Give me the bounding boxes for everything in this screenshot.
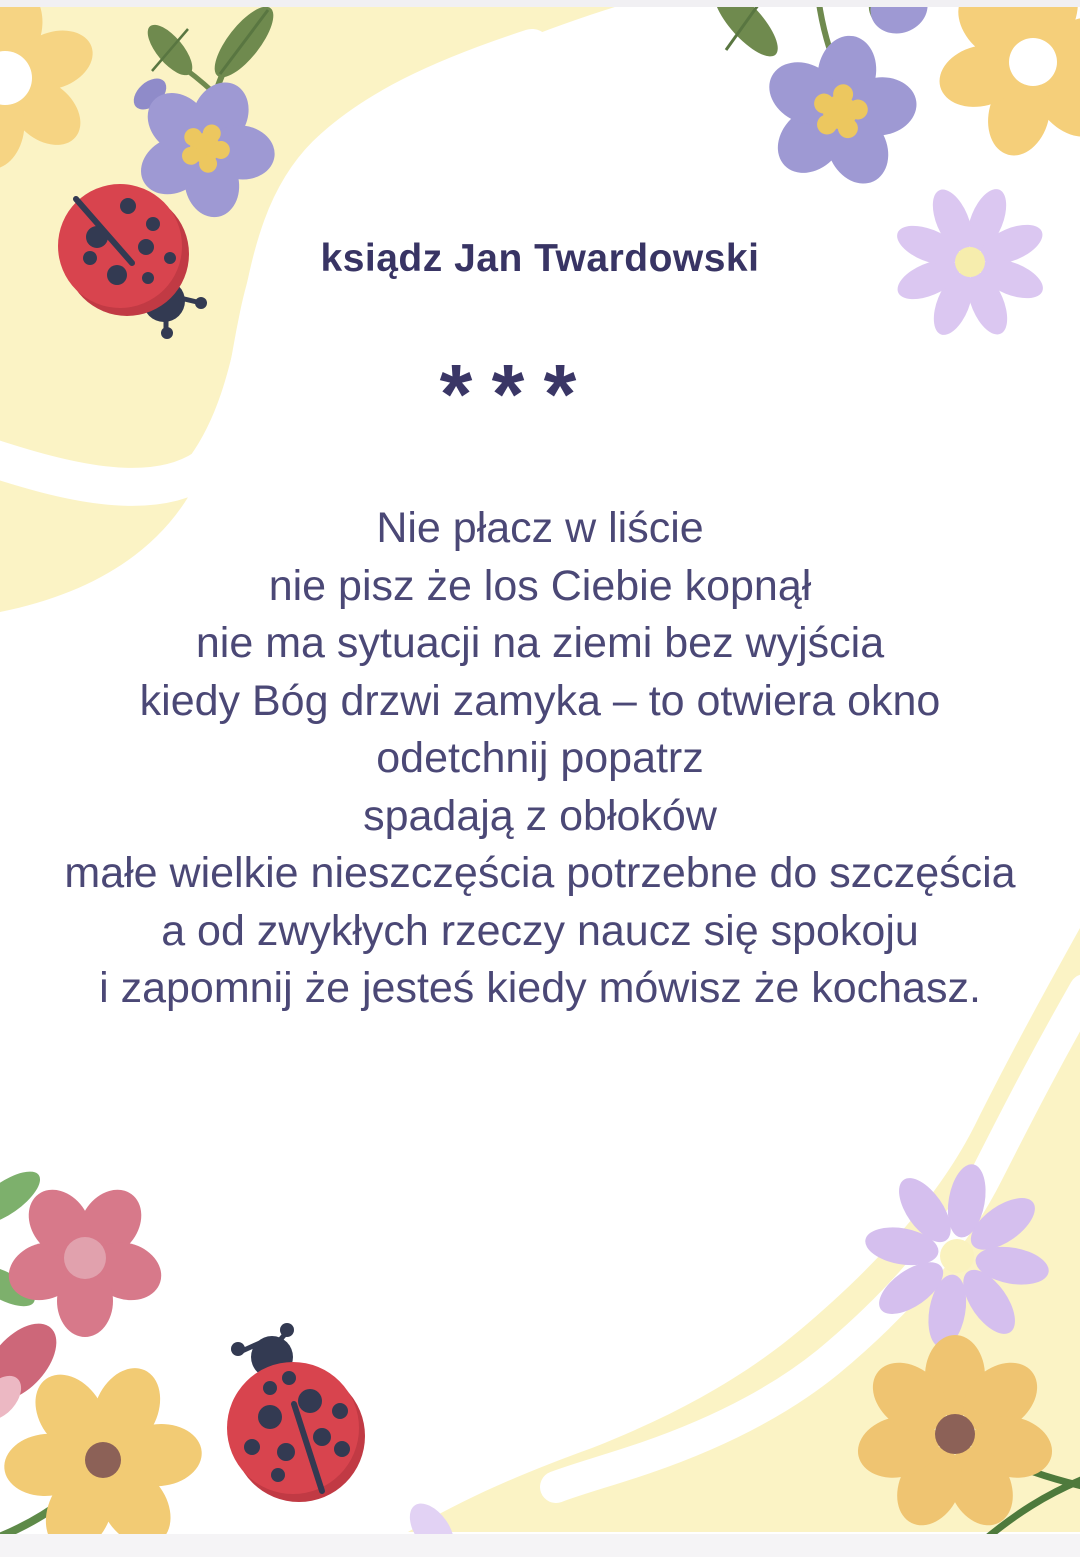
flower-golden-bottom-left bbox=[2, 1357, 205, 1557]
poem-line: i zapomnij że jesteś kiedy mówisz że kochasz. bbox=[99, 964, 981, 1012]
poem-text bbox=[0, 500, 1080, 1018]
flower-golden-top-right bbox=[933, 0, 1080, 162]
poem-line: odetchnij popatrz bbox=[376, 734, 704, 782]
top-edge-strip bbox=[0, 0, 1080, 7]
ladybug-bottom bbox=[227, 1323, 365, 1502]
poem-line: małe wielkie nieszczęścia potrzebne do szczęścia bbox=[64, 849, 1016, 897]
poem-line: nie pisz że los Ciebie kopnął bbox=[268, 561, 812, 610]
flower-periwinkle-top-right bbox=[758, 31, 920, 194]
poem-line: nie ma sytuacji na ziemi bez wyjścia bbox=[195, 619, 885, 667]
bottom-edge-strip bbox=[0, 1534, 1080, 1557]
ornament-asterisks: * * * bbox=[439, 347, 575, 441]
author-name: ksiądz Jan Twardowski bbox=[320, 237, 760, 280]
poem-line: a od zwykłych rzeczy naucz się spokoju bbox=[161, 906, 919, 955]
poem-line: Nie płacz w liście bbox=[376, 504, 704, 552]
poem-line: kiedy Bóg drzwi zamyka – to otwiera okno bbox=[139, 676, 941, 725]
poem-line: spadają z obłoków bbox=[363, 791, 717, 840]
